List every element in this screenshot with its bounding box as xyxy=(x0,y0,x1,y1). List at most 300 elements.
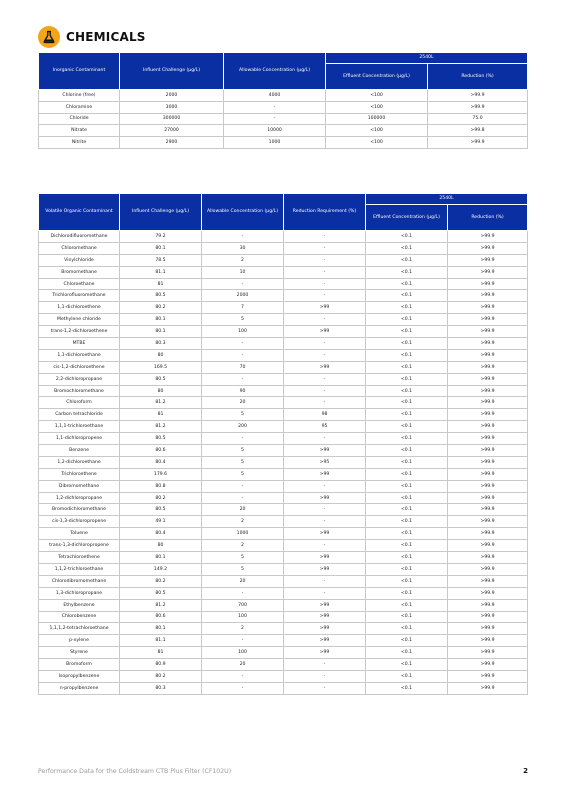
table-cell: 1,1,1-trichloroethane xyxy=(39,421,120,433)
table-cell: Carbon tetrachloride xyxy=(39,409,120,421)
table-cell: <0.1 xyxy=(366,397,448,409)
table-cell: <0.1 xyxy=(366,528,448,540)
table-cell: n-propylbenzene xyxy=(39,682,120,694)
table-cell: 1000 xyxy=(202,528,284,540)
table-row xyxy=(39,314,528,326)
table-cell: 1,1,2-trichloroethane xyxy=(39,563,120,575)
table-cell: >99.9 xyxy=(448,587,528,599)
table-cell: >99 xyxy=(284,445,366,457)
table-cell: 179.6 xyxy=(120,468,202,480)
table-cell: - xyxy=(284,290,366,302)
table-cell: 5 xyxy=(202,563,284,575)
table-cell: <0.1 xyxy=(366,480,448,492)
table-cell: - xyxy=(202,349,284,361)
col-header: Effluent Concentration (µg/L) xyxy=(366,205,448,231)
table-row xyxy=(39,623,528,635)
table-cell: <0.1 xyxy=(366,611,448,623)
table-cell: 5 xyxy=(202,552,284,564)
table-cell: >99.9 xyxy=(448,492,528,504)
table-cell: <0.1 xyxy=(366,552,448,564)
table-row xyxy=(39,647,528,659)
table-cell: >99.9 xyxy=(448,231,528,243)
table-cell: - xyxy=(284,231,366,243)
table-cell: <0.1 xyxy=(366,540,448,552)
table-cell: >99.9 xyxy=(448,338,528,350)
table-cell: - xyxy=(284,385,366,397)
table-cell: - xyxy=(284,433,366,445)
table-row xyxy=(39,421,528,433)
col-header: Influent Challenge (µg/L) xyxy=(120,194,202,231)
table-row xyxy=(39,373,528,385)
table-row xyxy=(39,516,528,528)
table-cell: >99.9 xyxy=(448,599,528,611)
table-cell: 5 xyxy=(202,456,284,468)
table-cell: >99.9 xyxy=(448,682,528,694)
table-cell: >99.9 xyxy=(448,659,528,671)
table-cell: >99.9 xyxy=(448,611,528,623)
table-cell: 3000 xyxy=(120,101,224,113)
table-cell: Bromomethane xyxy=(39,266,120,278)
table-row xyxy=(39,349,528,361)
table-cell: <0.1 xyxy=(366,373,448,385)
table-cell: <0.1 xyxy=(366,361,448,373)
table-cell: - xyxy=(224,113,326,125)
table-cell: 2 xyxy=(202,540,284,552)
table-row xyxy=(39,563,528,575)
table-row xyxy=(39,385,528,397)
table-cell: >99.9 xyxy=(448,468,528,480)
table-cell: 80.4 xyxy=(120,456,202,468)
table-cell: 80.1 xyxy=(120,242,202,254)
col-header: Reduction Requirement (%) xyxy=(284,194,366,231)
table-cell: 2900 xyxy=(120,137,224,149)
table-cell: >99.9 xyxy=(448,528,528,540)
table-cell: - xyxy=(224,101,326,113)
table-cell: - xyxy=(284,670,366,682)
table-cell: Chloromethane xyxy=(39,242,120,254)
table-cell: Chloroform xyxy=(39,397,120,409)
table-cell: <0.1 xyxy=(366,314,448,326)
table-cell: - xyxy=(284,397,366,409)
table-cell: 1,2-dichloroethane xyxy=(39,456,120,468)
table-cell: 20 xyxy=(202,659,284,671)
inorganic-table xyxy=(38,52,528,149)
table-cell: Dichlorodifluoromethane xyxy=(39,231,120,243)
table-cell: >99.9 xyxy=(448,575,528,587)
table-cell: <0.1 xyxy=(366,623,448,635)
table-cell: 100 xyxy=(202,326,284,338)
table-cell: 98 xyxy=(284,409,366,421)
table-cell: 100000 xyxy=(326,113,428,125)
table-cell: cis-1,2-dichloroethene xyxy=(39,361,120,373)
table-row xyxy=(39,90,528,102)
table-cell: >99.9 xyxy=(448,456,528,468)
table-cell: >99.9 xyxy=(448,480,528,492)
table-cell: - xyxy=(284,242,366,254)
table-cell: <0.1 xyxy=(366,647,448,659)
table-cell: 81 xyxy=(120,647,202,659)
table-cell: Chlorodibromomethane xyxy=(39,575,120,587)
table-cell: Bromoform xyxy=(39,659,120,671)
table-cell: 100 xyxy=(202,611,284,623)
table-cell: 7 xyxy=(202,302,284,314)
table-row xyxy=(39,290,528,302)
table-cell: Isopropylbenzene xyxy=(39,670,120,682)
footer-caption: Performance Data for the Coldstream CTB Plus Filter (CF102U) xyxy=(38,768,232,775)
table-cell: 80.1 xyxy=(120,314,202,326)
table-cell: 80.9 xyxy=(120,659,202,671)
table-cell: 300000 xyxy=(120,113,224,125)
table-cell: 2 xyxy=(202,623,284,635)
table-cell: <100 xyxy=(326,125,428,137)
table-cell: 700 xyxy=(202,599,284,611)
table-cell: - xyxy=(284,314,366,326)
table-cell: 81.1 xyxy=(120,266,202,278)
table-cell: 80 xyxy=(120,349,202,361)
table-cell: 1000 xyxy=(224,137,326,149)
table-row xyxy=(39,137,528,149)
table-cell: <0.1 xyxy=(366,290,448,302)
table-cell: >99 xyxy=(284,599,366,611)
table-cell: >99.8 xyxy=(428,125,528,137)
table-row xyxy=(39,575,528,587)
table-cell: >99 xyxy=(284,647,366,659)
table-cell: Styrene xyxy=(39,647,120,659)
table-row xyxy=(39,125,528,137)
table-cell: >99 xyxy=(284,611,366,623)
table-cell: 1,1-dichloroethene xyxy=(39,302,120,314)
table-cell: >99 xyxy=(284,623,366,635)
table-cell: trans-1,2-dichloroethene xyxy=(39,326,120,338)
table-cell: - xyxy=(284,373,366,385)
table-cell: Vinylchloride xyxy=(39,254,120,266)
group-header: 2540L xyxy=(326,53,528,64)
table-cell: 95 xyxy=(284,421,366,433)
table-cell: - xyxy=(202,231,284,243)
table-cell: Chloramine xyxy=(39,101,120,113)
table-row xyxy=(39,670,528,682)
table-cell: <100 xyxy=(326,101,428,113)
table-row xyxy=(39,492,528,504)
table-cell: <0.1 xyxy=(366,492,448,504)
table-cell: >95 xyxy=(284,456,366,468)
table-cell: <0.1 xyxy=(366,338,448,350)
table-cell: >99 xyxy=(284,635,366,647)
table-row xyxy=(39,635,528,647)
col-header: Reduction (%) xyxy=(428,64,528,90)
col-header: Effluent Concentration (µg/L) xyxy=(326,64,428,90)
table-cell: 2 xyxy=(202,516,284,528)
table-cell: trans-1,3-dichloropropene xyxy=(39,540,120,552)
table-row xyxy=(39,480,528,492)
table-cell: 81.2 xyxy=(120,397,202,409)
table-cell: - xyxy=(284,254,366,266)
table-cell: 80.5 xyxy=(120,290,202,302)
col-header: Allowable Concentration (µg/L) xyxy=(224,53,326,90)
table-row xyxy=(39,456,528,468)
table-cell: - xyxy=(202,338,284,350)
table-cell: 20 xyxy=(202,397,284,409)
table-cell: Methylene chloride xyxy=(39,314,120,326)
table-row xyxy=(39,302,528,314)
table-cell: <0.1 xyxy=(366,302,448,314)
table-cell: >99.9 xyxy=(448,302,528,314)
table-cell: 80.3 xyxy=(120,338,202,350)
table-cell: cis-1,3-dichloropropene xyxy=(39,516,120,528)
table-cell: 5 xyxy=(202,314,284,326)
table-cell: <0.1 xyxy=(366,670,448,682)
table-cell: >99.9 xyxy=(448,647,528,659)
table-cell: 10 xyxy=(202,266,284,278)
table-cell: >99 xyxy=(284,528,366,540)
table-cell: >99.9 xyxy=(428,90,528,102)
table-cell: 80.6 xyxy=(120,611,202,623)
table-cell: 4000 xyxy=(224,90,326,102)
table-cell: >99.9 xyxy=(448,409,528,421)
table-cell: >99.9 xyxy=(448,540,528,552)
table-cell: 80.5 xyxy=(120,433,202,445)
table-row xyxy=(39,409,528,421)
table-cell: <0.1 xyxy=(366,242,448,254)
table-cell: <0.1 xyxy=(366,516,448,528)
table-row xyxy=(39,101,528,113)
table-cell: - xyxy=(284,338,366,350)
table-cell: <0.1 xyxy=(366,575,448,587)
table-cell: <0.1 xyxy=(366,231,448,243)
table-cell: >99 xyxy=(284,563,366,575)
table-cell: <0.1 xyxy=(366,278,448,290)
table-cell: >99.9 xyxy=(448,290,528,302)
table-cell: <0.1 xyxy=(366,682,448,694)
table-cell: <0.1 xyxy=(366,254,448,266)
table-cell: 49.1 xyxy=(120,516,202,528)
table-cell: - xyxy=(284,587,366,599)
table-cell: Nitrite xyxy=(39,137,120,149)
table-cell: 80.5 xyxy=(120,504,202,516)
table-cell: 149.2 xyxy=(120,563,202,575)
table-cell: - xyxy=(202,670,284,682)
table-row xyxy=(39,433,528,445)
table-cell: 81.2 xyxy=(120,421,202,433)
table-cell: 80.2 xyxy=(120,670,202,682)
table-row xyxy=(39,113,528,125)
table-cell: 5 xyxy=(202,468,284,480)
table-row xyxy=(39,231,528,243)
table-cell: >99 xyxy=(284,361,366,373)
table-cell: <0.1 xyxy=(366,433,448,445)
table-cell: <0.1 xyxy=(366,468,448,480)
table-cell: <0.1 xyxy=(366,659,448,671)
table-cell: >99.9 xyxy=(428,101,528,113)
table-cell: >99 xyxy=(284,552,366,564)
table-cell: >99.9 xyxy=(448,516,528,528)
table-cell: >99.9 xyxy=(448,373,528,385)
table-cell: Trichlorofluoromethane xyxy=(39,290,120,302)
table-cell: <0.1 xyxy=(366,266,448,278)
table-cell: 27000 xyxy=(120,125,224,137)
table-cell: 80.1 xyxy=(120,623,202,635)
table-cell: >99.9 xyxy=(448,278,528,290)
table-cell: >99.9 xyxy=(448,254,528,266)
table-cell: >99.9 xyxy=(448,670,528,682)
table-cell: - xyxy=(284,575,366,587)
table-cell: >99.9 xyxy=(448,326,528,338)
table-cell: 2000 xyxy=(120,90,224,102)
table-cell: 80.5 xyxy=(120,373,202,385)
voc-table xyxy=(38,193,528,695)
group-header: 2540L xyxy=(366,194,528,205)
table-cell: Chlorine (free) xyxy=(39,90,120,102)
table-cell: <0.1 xyxy=(366,635,448,647)
table-cell: 1,1,1,2-tetrachloroethane xyxy=(39,623,120,635)
table-cell: >99 xyxy=(284,326,366,338)
table-cell: >99.9 xyxy=(448,266,528,278)
table-cell: 2,2-dichloropropane xyxy=(39,373,120,385)
table-cell: >99.9 xyxy=(448,623,528,635)
table-cell: - xyxy=(284,540,366,552)
table-row xyxy=(39,242,528,254)
table-cell: 80.1 xyxy=(120,552,202,564)
table-cell: 5 xyxy=(202,445,284,457)
table-cell: 1,1-dichloropropene xyxy=(39,433,120,445)
table-cell: >99.9 xyxy=(448,361,528,373)
table-cell: Nitrate xyxy=(39,125,120,137)
table-row xyxy=(39,599,528,611)
table-cell: - xyxy=(284,266,366,278)
table-row xyxy=(39,278,528,290)
table-cell: >99.9 xyxy=(448,385,528,397)
table-cell: <0.1 xyxy=(366,326,448,338)
table-cell: <0.1 xyxy=(366,563,448,575)
table-cell: 80.6 xyxy=(120,445,202,457)
table-cell: - xyxy=(202,433,284,445)
table-cell: Bromochloromethane xyxy=(39,385,120,397)
table-cell: - xyxy=(202,373,284,385)
table-cell: - xyxy=(284,659,366,671)
table-cell: Bromodichloromethane xyxy=(39,504,120,516)
table-row xyxy=(39,540,528,552)
col-header: Influent Challenge (µg/L) xyxy=(120,53,224,90)
table-cell: Toluene xyxy=(39,528,120,540)
table-cell: >99.9 xyxy=(448,552,528,564)
table-cell: 80.4 xyxy=(120,528,202,540)
table-row xyxy=(39,552,528,564)
table-cell: <0.1 xyxy=(366,421,448,433)
table-row xyxy=(39,361,528,373)
table-cell: Tetrachloroethene xyxy=(39,552,120,564)
table-cell: 2 xyxy=(202,254,284,266)
table-cell: - xyxy=(284,504,366,516)
voc-table-body xyxy=(39,231,528,695)
table-cell: >99 xyxy=(284,492,366,504)
table-cell: MTBE xyxy=(39,338,120,350)
table-cell: 200 xyxy=(202,421,284,433)
table-cell: Benzene xyxy=(39,445,120,457)
table-cell: Chloroethane xyxy=(39,278,120,290)
table-cell: 20 xyxy=(202,504,284,516)
table-row xyxy=(39,468,528,480)
table-cell: 30 xyxy=(202,242,284,254)
table-cell: 169.5 xyxy=(120,361,202,373)
table-cell: >99.9 xyxy=(448,397,528,409)
table-cell: 1,1-dichloroethane xyxy=(39,349,120,361)
table-cell: 75.0 xyxy=(428,113,528,125)
table-cell: - xyxy=(284,349,366,361)
inorganic-table-body xyxy=(39,90,528,149)
table-cell: - xyxy=(202,682,284,694)
table-cell: Dibromomethane xyxy=(39,480,120,492)
table-cell: 81.1 xyxy=(120,635,202,647)
table-cell: - xyxy=(284,480,366,492)
table-cell: 81.2 xyxy=(120,599,202,611)
table-cell: - xyxy=(202,587,284,599)
table-cell: - xyxy=(202,278,284,290)
table-cell: 80.3 xyxy=(120,682,202,694)
table-cell: - xyxy=(284,278,366,290)
table-cell: <100 xyxy=(326,90,428,102)
table-cell: - xyxy=(284,682,366,694)
table-cell: 80.2 xyxy=(120,302,202,314)
table-cell: 80.2 xyxy=(120,575,202,587)
table-cell: 1,2-dichloropropane xyxy=(39,492,120,504)
table-cell: 1,3-dichloropropane xyxy=(39,587,120,599)
col-header: Volatile Organic Contaminant xyxy=(39,194,120,231)
table-cell: >99.9 xyxy=(448,433,528,445)
table-cell: >99.9 xyxy=(448,635,528,647)
table-cell: <100 xyxy=(326,137,428,149)
table-cell: 81 xyxy=(120,278,202,290)
table-cell: 80 xyxy=(120,540,202,552)
table-cell: Chloride xyxy=(39,113,120,125)
table-cell: >99.9 xyxy=(448,421,528,433)
table-row xyxy=(39,445,528,457)
table-row xyxy=(39,504,528,516)
table-cell: <0.1 xyxy=(366,385,448,397)
table-cell: >99 xyxy=(284,302,366,314)
page-number: 2 xyxy=(523,767,528,775)
col-header: Inorganic Contaminant xyxy=(39,53,120,90)
table-cell: <0.1 xyxy=(366,587,448,599)
table-cell: <0.1 xyxy=(366,599,448,611)
table-row xyxy=(39,397,528,409)
table-row xyxy=(39,659,528,671)
table-cell: <0.1 xyxy=(366,409,448,421)
table-cell: 2000 xyxy=(202,290,284,302)
table-cell: - xyxy=(202,480,284,492)
table-cell: 100 xyxy=(202,647,284,659)
table-cell: 80.8 xyxy=(120,480,202,492)
table-row xyxy=(39,326,528,338)
table-cell: 80.5 xyxy=(120,587,202,599)
table-cell: <0.1 xyxy=(366,504,448,516)
col-header: Reduction (%) xyxy=(448,205,528,231)
table-cell: 78.5 xyxy=(120,254,202,266)
table-row xyxy=(39,587,528,599)
table-cell: 80.1 xyxy=(120,326,202,338)
table-cell: 20 xyxy=(202,575,284,587)
table-row xyxy=(39,682,528,694)
table-cell: 10000 xyxy=(224,125,326,137)
table-cell: >99 xyxy=(284,468,366,480)
table-cell: Ethylbenzene xyxy=(39,599,120,611)
table-cell: >99.9 xyxy=(448,349,528,361)
table-cell: >99.9 xyxy=(428,137,528,149)
table-cell: Chlorobenzene xyxy=(39,611,120,623)
table-cell: <0.1 xyxy=(366,349,448,361)
table-cell: 80.2 xyxy=(120,492,202,504)
table-cell: 90 xyxy=(202,385,284,397)
table-cell: - xyxy=(202,492,284,504)
